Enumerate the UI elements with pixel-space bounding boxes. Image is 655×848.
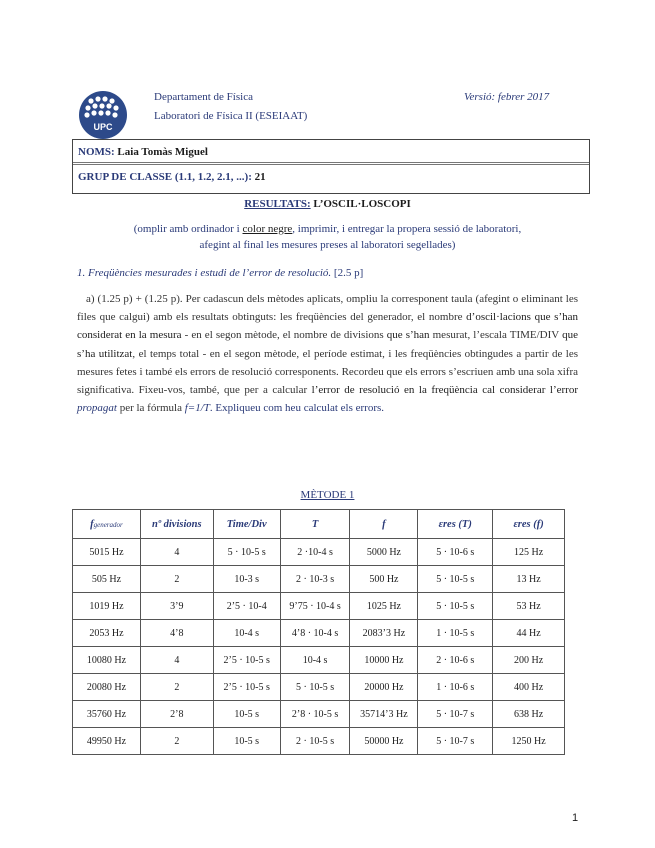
instructions-line-1 — [0, 223, 655, 235]
table-cell: 53 Hz — [493, 593, 565, 620]
section-points: [2.5 p] — [333, 267, 364, 279]
table-cell: 5 · 10-5 s — [418, 566, 493, 593]
table-cell: 35760 Hz — [73, 701, 141, 728]
header-subscript: generador — [93, 520, 123, 529]
table-row — [73, 566, 565, 593]
instructions-text: (omplir amb ordinador i — [133, 223, 243, 235]
instructions-color-note: color negre — [242, 223, 293, 235]
table-cell: 5 · 10-5 s — [280, 674, 350, 701]
table-cell: 10-4 s — [280, 647, 350, 674]
table-cell: 2 ·10-4 s — [280, 539, 350, 566]
table-header-cell — [418, 510, 493, 539]
names-value: Laia Tomàs Miguel — [117, 146, 208, 158]
para-text-13: . Expliqueu com heu calculat els errors. — [209, 402, 385, 415]
table-header-cell — [493, 510, 565, 539]
table-cell: 20000 Hz — [350, 674, 418, 701]
results-title — [0, 198, 655, 210]
table-cell: 1250 Hz — [493, 728, 565, 755]
table-cell: 49950 Hz — [73, 728, 141, 755]
box-divider — [73, 162, 589, 163]
table-cell: 1 · 10-6 s — [418, 674, 493, 701]
header-text: nº divisions — [152, 518, 202, 530]
table-cell: 638 Hz — [493, 701, 565, 728]
header-text: εres (T) — [438, 518, 472, 530]
table-row — [73, 620, 565, 647]
table-cell: 10-5 s — [213, 728, 280, 755]
page-number: 1 — [572, 812, 579, 824]
table-cell: 10-4 s — [213, 620, 280, 647]
table-cell: 400 Hz — [493, 674, 565, 701]
table-cell: 5 · 10-7 s — [418, 701, 493, 728]
box-divider-2 — [73, 164, 589, 165]
table-cell: 1 · 10-5 s — [418, 620, 493, 647]
table-cell: 2’5 · 10-5 s — [213, 674, 280, 701]
section-title — [77, 267, 363, 279]
table-cell: 5 · 10-7 s — [418, 728, 493, 755]
table-cell: 4 — [140, 647, 213, 674]
group-value: 21 — [254, 171, 266, 183]
table-cell: 50000 Hz — [350, 728, 418, 755]
table-cell: 2 — [140, 728, 213, 755]
table-header-cell — [280, 510, 350, 539]
instructions-text-after: , imprimir, i entregar la propera sessió de laboratori, — [292, 223, 522, 235]
para-text-11: per la fórmula — [116, 402, 185, 415]
version-label: Versió: febrer 2017 — [464, 91, 550, 103]
lab-name: Laboratori de Física II (ESEIAAT) — [154, 110, 308, 122]
table-cell: 2 · 10-5 s — [280, 728, 350, 755]
table-cell: 4’8 · 10-4 s — [280, 620, 350, 647]
table-row — [73, 701, 565, 728]
names-label: NOMS: — [78, 146, 115, 158]
results-label: RESULTATS: — [244, 198, 311, 210]
table-cell: 1019 Hz — [73, 593, 141, 620]
header-text: Time/Div — [226, 518, 267, 530]
table-cell: 5 · 10-5 s — [418, 593, 493, 620]
para-text-3: - en el segon mètode, el nombre de divisions — [181, 329, 387, 342]
para-text-4: que s’han — [386, 329, 430, 342]
para-text-10: propagat — [77, 402, 117, 415]
table-header-cell — [213, 510, 280, 539]
table-cell: 5015 Hz — [73, 539, 141, 566]
table-cell: 505 Hz — [73, 566, 141, 593]
table-cell: 1025 Hz — [350, 593, 418, 620]
table-cell: 13 Hz — [493, 566, 565, 593]
group-label: GRUP DE CLASSE (1.1, 1.2, 2.1, ...): — [78, 171, 252, 183]
names-row — [78, 146, 208, 158]
table-cell: 9’75 · 10-4 s — [280, 593, 350, 620]
table-header-cell — [73, 510, 141, 539]
table-cell: 2’5 · 10-4 — [213, 593, 280, 620]
table-cell: 10-3 s — [213, 566, 280, 593]
table-cell: 5 · 10-6 s — [418, 539, 493, 566]
department-name: Departament de Física — [154, 91, 253, 103]
table-cell: 3’9 — [140, 593, 213, 620]
student-info-box — [72, 139, 590, 194]
table-row — [73, 539, 565, 566]
table-cell: 2 · 10-3 s — [280, 566, 350, 593]
results-subject: L’OSCIL·LOSCOPI — [313, 198, 411, 210]
para-text-7: , el temps total - en el segon mètode, el període estimat, i les freqüències obtingudes a partir de les mesures fetes i també els errors de resolució corresponents. Recordeu que els errors s’escriuen amb una sola xifra significativa. Fixeu-vos, també, que per a calcular — [77, 347, 578, 397]
table-cell: 20080 Hz — [73, 674, 141, 701]
para-formula: f=1/T — [184, 402, 210, 415]
instructions-line-2: afegint al final les mesures preses al laboratori segellades) — [199, 239, 456, 251]
table-caption: MÈTODE 1 — [300, 489, 355, 501]
header-text: f — [90, 518, 94, 530]
table-cell: 2 — [140, 674, 213, 701]
para-text-2: d’oscil·lacions que s’han considerat en la mesura — [77, 311, 578, 342]
table-row — [73, 674, 565, 701]
logo-text: UPC — [93, 122, 113, 132]
header-text: T — [311, 518, 319, 530]
table-cell: 2’8 — [140, 701, 213, 728]
table-cell: 4 — [140, 539, 213, 566]
para-text-1: a) (1.25 p) + (1.25 p). Per cadascun dels mètodes aplicats, ompliu la corresponent taula (afegint o eliminant les files que calgui) amb els resultats obtinguts: les freqüències del generador, el nombre — [77, 293, 579, 324]
para-text-5: mesurat, l’escala TIME/DIV — [429, 329, 563, 342]
table-cell: 125 Hz — [493, 539, 565, 566]
table-cell: 35714’3 Hz — [350, 701, 418, 728]
table-cell: 44 Hz — [493, 620, 565, 647]
table-cell: 4’8 — [140, 620, 213, 647]
para-text-6: que s’ha utilitzat — [77, 329, 578, 360]
table-cell: 2’8 · 10-5 s — [280, 701, 350, 728]
header-text: εres (f) — [513, 518, 544, 530]
table-cell: 10080 Hz — [73, 647, 141, 674]
table-cell: 2 · 10-6 s — [418, 647, 493, 674]
table-cell: 2053 Hz — [73, 620, 141, 647]
table-header-cell — [140, 510, 213, 539]
group-row — [78, 171, 266, 183]
instructions-paragraph — [77, 290, 578, 417]
table-cell: 2’5 · 10-5 s — [213, 647, 280, 674]
results-table — [72, 509, 565, 755]
section-heading: 1. Freqüències mesurades i estudi de l’error de resolució. — [77, 267, 332, 279]
table-header-cell — [350, 510, 418, 539]
table-body — [73, 539, 565, 755]
table-cell: 200 Hz — [493, 647, 565, 674]
upc-logo — [78, 90, 128, 140]
table-cell: 5 · 10-5 s — [213, 539, 280, 566]
table-header — [73, 510, 565, 539]
para-text-8: l’error de resolució en la freqüència cal considerar l’error — [311, 384, 578, 397]
table-row — [73, 647, 565, 674]
table-cell: 10000 Hz — [350, 647, 418, 674]
header-text: f — [382, 518, 386, 530]
table-cell: 500 Hz — [350, 566, 418, 593]
table-cell: 5000 Hz — [350, 539, 418, 566]
table-cell: 2 — [140, 566, 213, 593]
table-cell: 2083’3 Hz — [350, 620, 418, 647]
table-row — [73, 593, 565, 620]
table-header-row — [73, 510, 565, 539]
table-row — [73, 728, 565, 755]
table-cell: 10-5 s — [213, 701, 280, 728]
